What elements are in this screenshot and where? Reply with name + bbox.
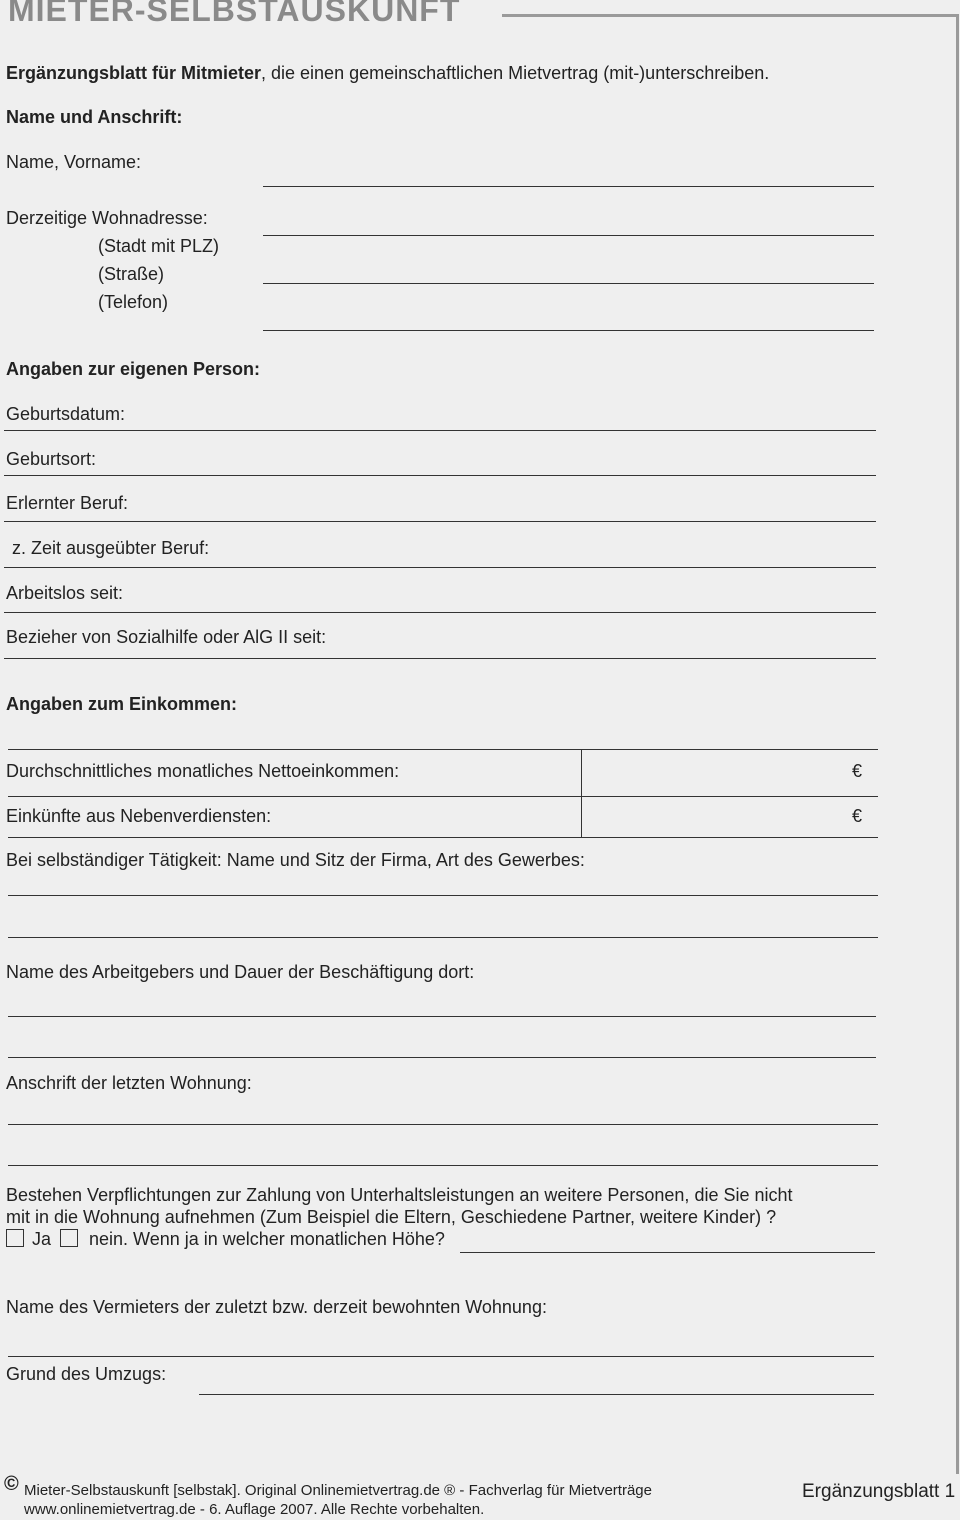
label-obligations-line-2: mit in die Wohnung aufnehmen (Zum Beispiel die Eltern, Geschiedene Partner, weitere Kinder) ? (6, 1207, 777, 1227)
label-address: Derzeitige Wohnadresse: (6, 208, 208, 228)
section-income: Angaben zum Einkommen: (6, 694, 238, 714)
intro-rest: , die einen gemeinschaftlichen Mietvertrag (mit-)unterschreiben. (261, 63, 770, 83)
side-income-amount-field[interactable] (583, 798, 843, 836)
label-welfare: Bezieher von Sozialhilfe oder AlG II seit: (6, 627, 327, 647)
label-city: (Stadt mit PLZ) (98, 236, 220, 256)
self-employed-field-line-2[interactable] (8, 937, 878, 938)
label-obligations-line-1: Bestehen Verpflichtungen zur Zahlung von Unterhaltsleistungen an weitere Personen, die Sie nicht (6, 1185, 793, 1205)
birthdate-field-line[interactable] (4, 430, 876, 431)
reason-field-line[interactable] (199, 1394, 874, 1395)
section-name-address: Name und Anschrift: (6, 107, 183, 127)
intro-text (6, 62, 769, 84)
page-border-right (956, 14, 959, 1474)
checkbox-yes[interactable] (6, 1229, 24, 1247)
income-table-top-line (8, 749, 878, 750)
footer-line-1: Mieter-Selbstauskunft [selbstak]. Original Onlinemietvertrag.de ® - Fachverlag für Mietverträge (24, 1482, 652, 1499)
label-profession: Erlernter Beruf: (6, 493, 129, 513)
self-employed-field-line-1[interactable] (8, 895, 878, 896)
last-address-field-line-2[interactable] (8, 1165, 878, 1166)
employer-field-line-1[interactable] (8, 1016, 876, 1017)
label-birthdate: Geburtsdatum: (6, 404, 126, 424)
page-title: MIETER-SELBSTAUSKUNFT (8, 0, 461, 28)
income-table-bottom-line (8, 837, 878, 838)
label-yes: Ja (32, 1229, 52, 1249)
label-current-job: z. Zeit ausgeübter Beruf: (12, 538, 210, 558)
unemployed-field-line[interactable] (4, 612, 876, 613)
label-last-address: Anschrift der letzten Wohnung: (6, 1073, 252, 1093)
intro-bold: Ergänzungsblatt für Mitmieter (6, 63, 262, 83)
label-phone: (Telefon) (98, 292, 169, 312)
employer-field-line-2[interactable] (8, 1057, 876, 1058)
footer-line-2: www.onlinemietvertrag.de - 6. Auflage 2007. Alle Rechte vorbehalten. (24, 1501, 485, 1518)
address-field-line-3[interactable] (263, 330, 874, 331)
section-personal: Angaben zur eigenen Person: (6, 359, 261, 379)
address-field-line-2[interactable] (263, 283, 874, 284)
landlord-field-line[interactable] (8, 1356, 874, 1357)
birthplace-field-line[interactable] (4, 475, 876, 476)
label-employer: Name des Arbeitgebers und Dauer der Beschäftigung dort: (6, 962, 475, 982)
currency-side-income: € (852, 806, 863, 826)
current-job-field-line[interactable] (4, 567, 876, 568)
label-unemployed: Arbeitslos seit: (6, 583, 124, 603)
income-table-divider (581, 749, 582, 837)
label-side-income: Einkünfte aus Nebenverdiensten: (6, 806, 272, 826)
name-field-line[interactable] (263, 186, 874, 187)
net-income-amount-field[interactable] (583, 751, 843, 795)
address-field-line-1[interactable] (263, 235, 874, 236)
label-self-employed: Bei selbständiger Tätigkeit: Name und Sitz der Firma, Art des Gewerbes: (6, 850, 585, 870)
profession-field-line[interactable] (4, 521, 876, 522)
label-reason: Grund des Umzugs: (6, 1364, 167, 1384)
label-street: (Straße) (98, 264, 165, 284)
label-no-amount: nein. Wenn ja in welcher monatlichen Höhe? (89, 1229, 445, 1249)
label-birthplace: Geburtsort: (6, 449, 97, 469)
title-rule (502, 14, 958, 17)
last-address-field-line-1[interactable] (8, 1124, 878, 1125)
currency-net-income: € (852, 761, 863, 781)
label-landlord: Name des Vermieters der zuletzt bzw. derzeit bewohnten Wohnung: (6, 1297, 547, 1317)
label-name: Name, Vorname: (6, 152, 142, 172)
copyright-icon: © (4, 1473, 19, 1495)
sheet-label: Ergänzungsblatt 1 (802, 1481, 956, 1502)
checkbox-no[interactable] (60, 1229, 78, 1247)
income-table-mid-line (8, 796, 878, 797)
welfare-field-line[interactable] (4, 658, 876, 659)
obligations-amount-field-line[interactable] (460, 1252, 875, 1253)
label-net-income: Durchschnittliches monatliches Nettoeinkommen: (6, 761, 400, 781)
